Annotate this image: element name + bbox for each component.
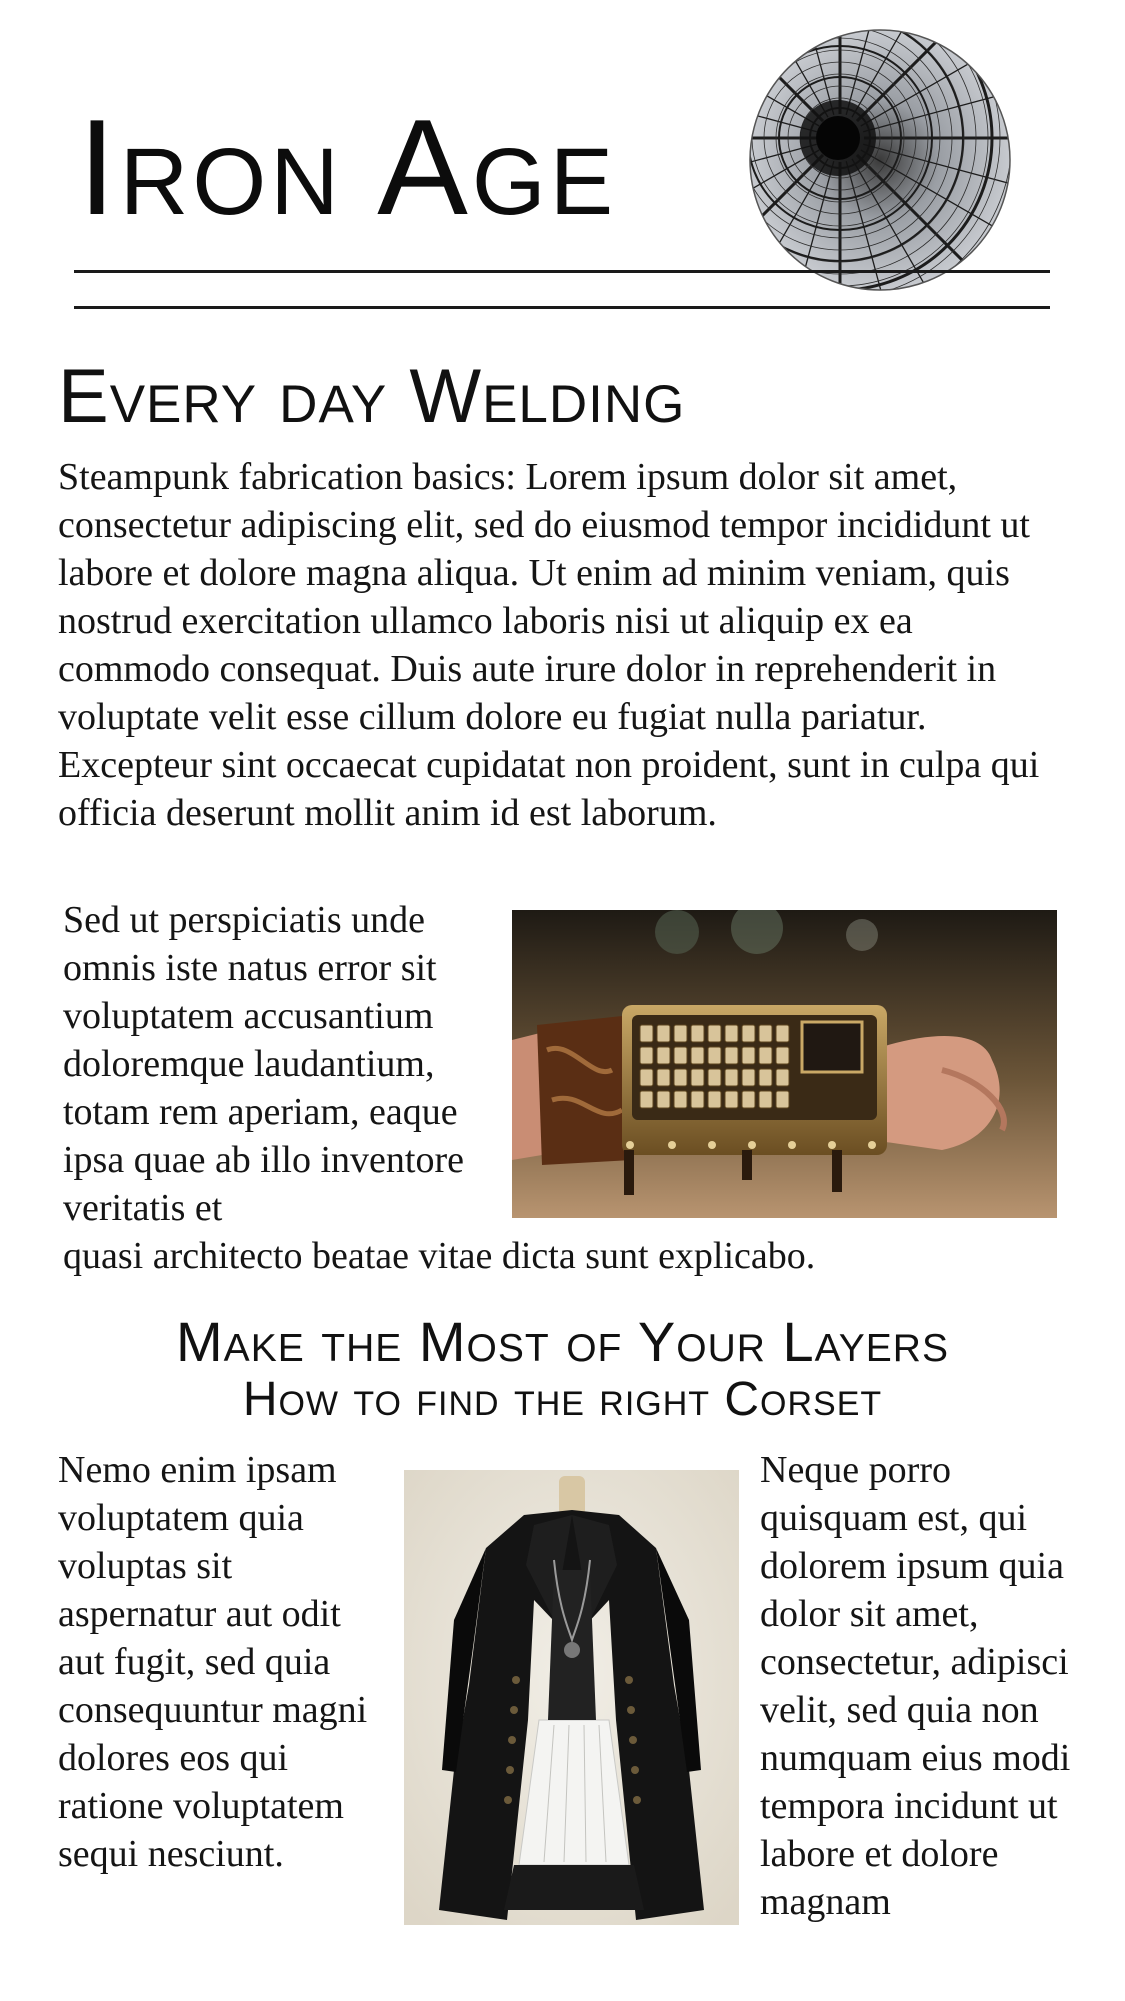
layers-right-column: Neque porro quisquam est, qui dolorem ipsum quia dolor sit amet, consectetur, adipisci velit, sed quia non numquam eius modi tempora incidunt ut labore et dolore magnam bbox=[760, 1449, 1071, 1923]
steampunk-bracer-photo bbox=[512, 910, 1057, 1218]
welding-wrap-paragraph: Sed ut perspiciatis unde omnis iste natus error sit voluptatem accusantium doloremque laudantium, totam rem aperiam, eaque ipsa quae ab illo inventore veritatis et bbox=[63, 899, 464, 1229]
welding-article-title: Every day Welding bbox=[58, 354, 686, 439]
layers-article-title: Make the Most of Your Layers bbox=[176, 1310, 949, 1373]
masthead-rule-top bbox=[74, 270, 1050, 273]
masthead-rule-bottom bbox=[74, 306, 1050, 309]
layers-article-subtitle: How to find the right Corset bbox=[242, 1373, 883, 1426]
welding-wrap-tail: quasi architecto beatae vitae dicta sunt explicabo. bbox=[63, 1235, 816, 1277]
glass-dome-image bbox=[748, 28, 1012, 292]
corset-coat-photo bbox=[404, 1470, 739, 1925]
layers-left-column: Nemo enim ipsam voluptatem quia voluptas sit aspernatur aut odit aut fugit, sed quia consequuntur magni dolores eos qui ratione voluptatem sequi nesciunt. bbox=[58, 1449, 368, 1875]
masthead-title: Iron Age bbox=[78, 91, 618, 243]
welding-intro-paragraph: Steampunk fabrication basics: Lorem ipsum dolor sit amet, consectetur adipiscing elit, sed do eiusmod tempor incididunt ut labore et dolore magna aliqua. Ut enim ad minim veniam, quis nostrud exercitation ullamco laboris nisi ut aliquip ex ea commodo consequat. Duis aute irure dolor in reprehenderit in voluptate velit esse cillum dolore eu fugiat nulla pariatur. Excepteur sint occaecat cupidatat non proident, sunt in culpa qui officia deserunt mollit anim id est laborum. bbox=[58, 456, 1040, 834]
